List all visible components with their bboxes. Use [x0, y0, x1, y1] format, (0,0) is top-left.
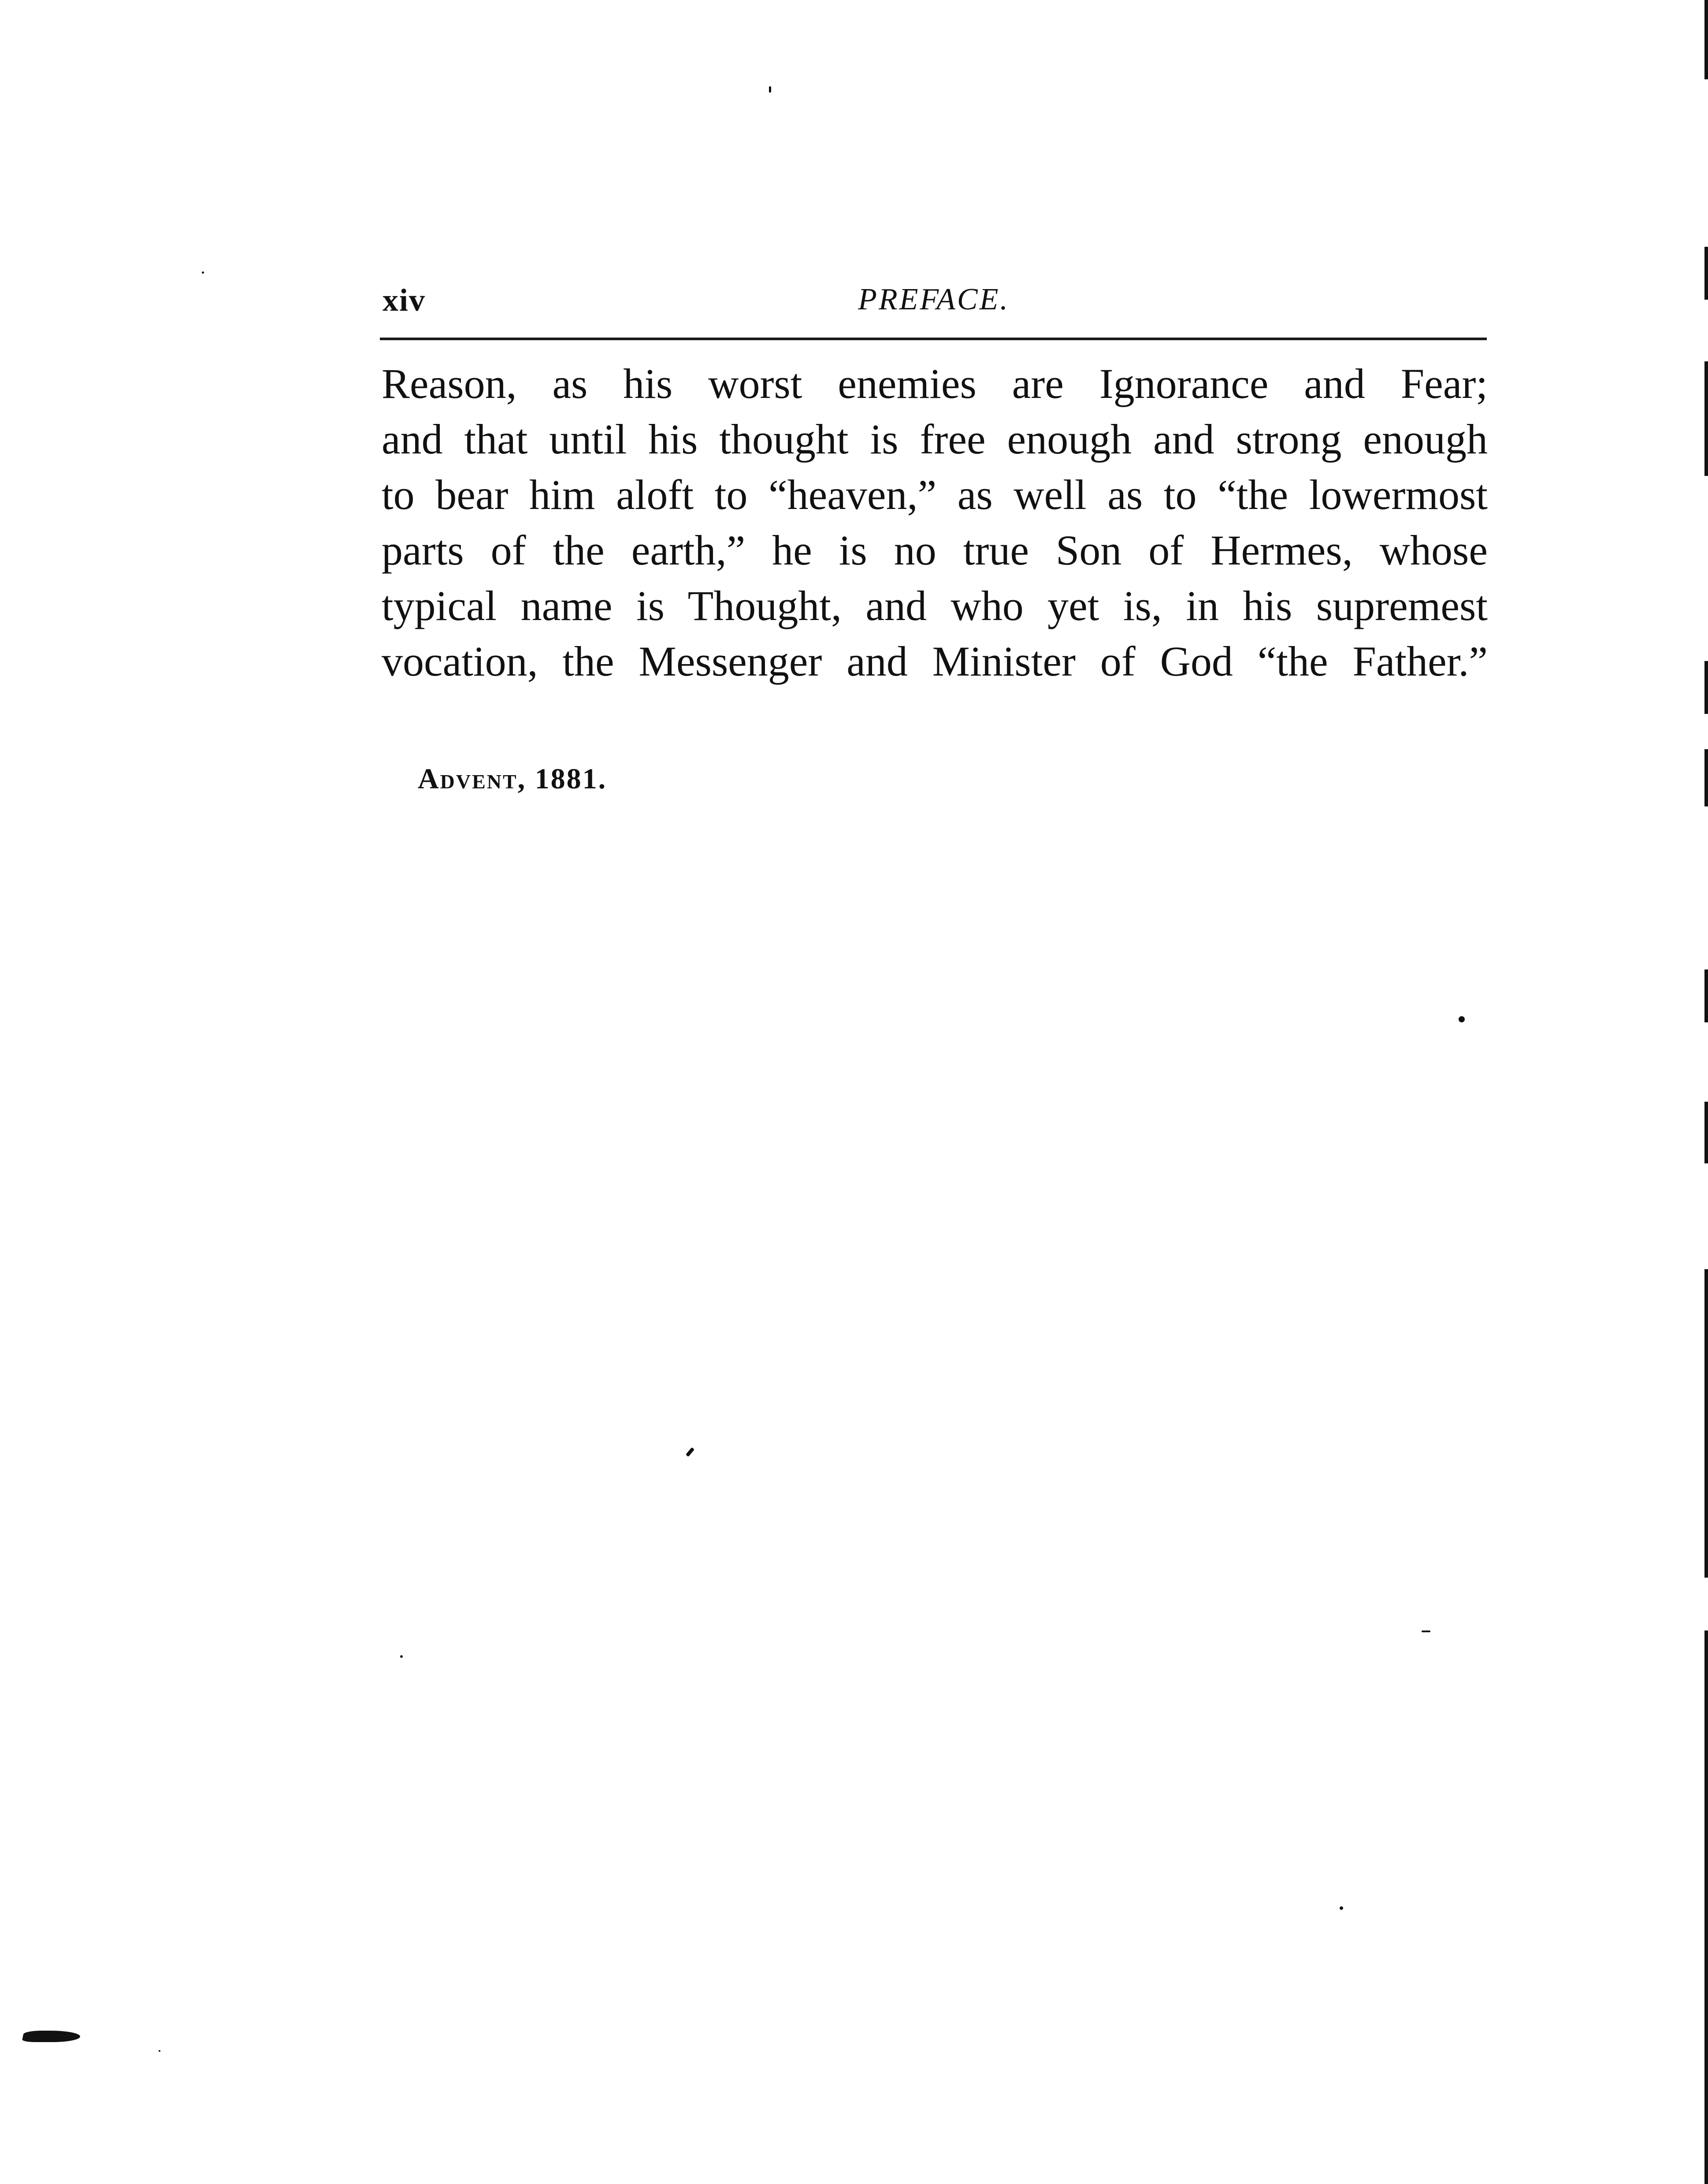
page-edge-mark	[1704, 361, 1708, 476]
running-head	[382, 273, 1485, 322]
scan-speck	[400, 1655, 403, 1658]
scan-speck	[1459, 1016, 1465, 1022]
text-line-3: to bear him aloft to “heaven,” as well as to “the lowermost	[382, 471, 1488, 518]
page-edge-mark	[1704, 749, 1708, 806]
scan-speck	[1340, 1906, 1343, 1910]
page-edge-mark	[1704, 1631, 1708, 2184]
page-edge-mark	[1704, 0, 1708, 79]
page-edge-mark	[1704, 1269, 1708, 1578]
scan-speck	[686, 1447, 694, 1457]
text-line-6: vocation, the Messenger and Minister of God “the Father.”	[382, 638, 1488, 685]
scan-speck	[769, 86, 771, 93]
text-line-1: Reason, as his worst enemies are Ignorance and Fear;	[382, 360, 1488, 407]
page-number: xiv	[382, 282, 426, 318]
text-line-4: parts of the earth,” he is no true Son of Hermes, whose	[382, 527, 1488, 574]
text-line-2: and that until his thought is free enough and strong enough	[382, 416, 1488, 463]
text-line-5: typical name is Thought, and who yet is, in his supremest	[382, 582, 1488, 629]
scan-speck	[159, 2050, 160, 2052]
scan-speck	[202, 271, 204, 274]
page-edge-mark	[1704, 969, 1708, 1022]
scan-speck	[1422, 1631, 1430, 1632]
header-rule	[380, 338, 1487, 340]
page-edge-mark	[1704, 661, 1708, 714]
dateline: Advent, 1881.	[418, 763, 607, 795]
preface-text	[382, 356, 1488, 689]
page-edge-mark	[1704, 247, 1708, 300]
page-edge-mark	[1704, 1102, 1708, 1163]
thumb-smudge	[22, 2031, 82, 2042]
running-title: PREFACE.	[858, 282, 1010, 316]
